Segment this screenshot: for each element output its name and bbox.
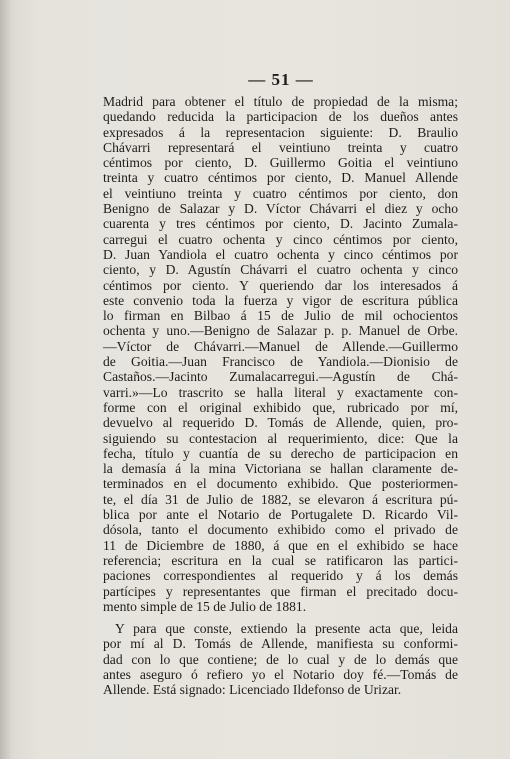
text-line: Castaños.—Jacinto Zumalacarregui.—Agustín de Chá-	[103, 369, 458, 385]
text-line: forme con el original exhibido que, rubricado por mí,	[103, 399, 458, 415]
text-line: D. Juan Yandiola el cuatro ochenta y cinco céntimos por	[103, 246, 458, 262]
paragraph-gap	[103, 614, 458, 621]
text-line: Chávarri representará el veintiuno treinta y cuatro	[103, 139, 458, 155]
paragraph	[103, 621, 458, 697]
text-line: treinta y cuatro céntimos por ciento, D. Manuel Allende	[103, 170, 458, 186]
text-line: —Víctor de Chávarri.—Manuel de Allende.—Guillermo	[103, 338, 458, 354]
text-line: blica por ante el Notario de Portugalete D. Ricardo Vil-	[103, 507, 458, 523]
text-line: por mí al D. Tomás de Allende, manifiesta su conformi-	[103, 636, 458, 652]
text-line: ciento, y D. Agustín Chávarri el cuatro ochenta y cinco	[103, 262, 458, 278]
text-line: Allende. Está signado: Licenciado Ildefonso de Urizar.	[103, 682, 402, 698]
text-line: devuelvo al requerido D. Tomás de Allende, quien, pro-	[103, 415, 458, 431]
text-line: ochenta y uno.—Benigno de Salazar p. p. Manuel de Orbe.	[103, 323, 458, 339]
text-line: este convenio toda la fuerza y vigor de escritura pública	[103, 292, 458, 308]
page-number: — 51 —	[248, 70, 314, 89]
text-line: partícipes y representantes que firman el precitado docu-	[103, 583, 458, 599]
text-line: expresados á la representacion siguiente: D. Braulio	[103, 124, 458, 140]
text-line: te, el día 31 de Julio de 1882, se elevaron á escritura pú-	[103, 491, 458, 507]
body-text	[103, 94, 458, 698]
text-line: Y para que conste, extiendo la presente acta que, leida	[115, 621, 458, 637]
text-line: antes aseguro ó refiero yo el Notario doy fé.—Tomás de	[103, 666, 458, 682]
text-line: quedando reducida la participacion de los dueños antes	[103, 109, 458, 125]
text-line: dad con lo que contiene; de lo cual y de lo demás que	[103, 651, 458, 667]
text-line: referencia; escritura en la cual se ratificaron las partici-	[103, 552, 458, 568]
text-line: Madrid para obtener el título de propiedad de la misma;	[103, 94, 458, 109]
text-line: 11 de Diciembre de 1880, á que en el exhibido se hace	[103, 537, 458, 553]
text-line: céntimos por ciento, D. Guillermo Goitia el veintiuno	[103, 155, 458, 171]
text-line: terminados en el documento exhibido. Que posteriormen-	[103, 476, 458, 492]
text-line: el veintiuno treinta y cuatro céntimos por ciento, don	[103, 185, 458, 201]
text-line: lo firman en Bilbao á 15 de Julio de mil ochocientos	[103, 308, 458, 324]
text-line: la demasía á la mina Victoriana se hallan claramente de-	[103, 461, 458, 477]
text-line: Benigno de Salazar y D. Víctor Chávarri el diez y ocho	[103, 201, 458, 217]
paragraph	[103, 94, 458, 614]
text-line: cuarenta y tres céntimos por ciento, D. Jacinto Zumala-	[103, 216, 458, 232]
text-line: paciones correspondientes al requerido y á los demás	[103, 568, 458, 584]
text-line: siguiendo su contestacion al requerimiento, dice: Que la	[103, 430, 458, 446]
text-line: fecha, título y cuantía de su derecho de participacion en	[103, 445, 458, 461]
text-line: de Goitia.—Juan Francisco de Yandiola.—Dionisio de	[103, 354, 458, 370]
text-line: mento simple de 15 de Julio de 1881.	[103, 598, 307, 614]
text-line: dósola, tanto el documento exhibido como el privado de	[103, 522, 458, 538]
text-line: céntimos por ciento. Y queriendo dar los interesados á	[103, 277, 458, 293]
text-line: varri.»—Lo trascrito se halla literal y exactamente con-	[103, 384, 458, 400]
text-line: carregui el cuatro ochenta y cinco céntimos por ciento,	[103, 231, 458, 247]
page-spine-shadow	[0, 0, 10, 759]
